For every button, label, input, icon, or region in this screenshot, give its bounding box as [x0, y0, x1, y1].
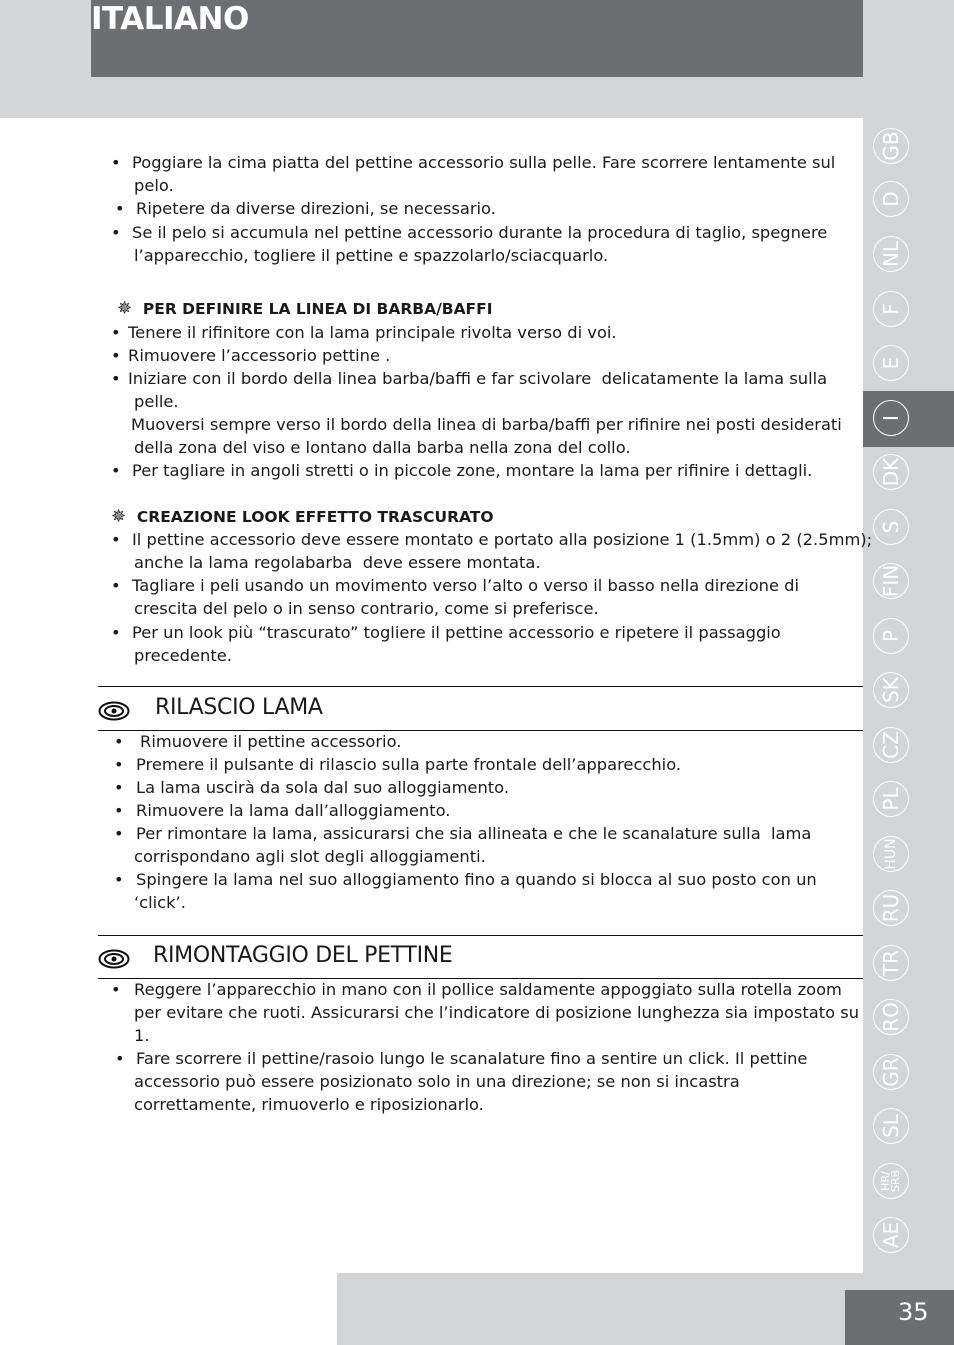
tab-hr-srb[interactable]: HR/ SRB	[873, 1163, 909, 1199]
page-number: 35	[898, 1298, 929, 1326]
tab-sk[interactable]: SK	[873, 672, 909, 708]
language-tabs	[863, 118, 954, 1278]
footer-panel	[0, 1273, 337, 1345]
tab-ae[interactable]: AE	[873, 1217, 909, 1253]
subsection-title-beard-line: ✵ PER DEFINIRE LA LINEA DI BARBA/BAFFI	[117, 298, 493, 319]
tab-hun[interactable]: HUN	[873, 836, 909, 872]
tab-i[interactable]: I	[873, 400, 909, 436]
tab-d[interactable]: D	[873, 181, 909, 217]
section-title-blade-release: RILASCIO LAMA	[155, 695, 323, 720]
tab-pl[interactable]: PL	[873, 781, 909, 817]
tab-gr[interactable]: GR	[873, 1054, 909, 1090]
tab-e[interactable]: E	[873, 345, 909, 381]
sun-icon: ✵	[117, 298, 133, 319]
tab-f[interactable]: F	[873, 291, 909, 327]
sun-icon: ✵	[111, 506, 127, 527]
tab-cz[interactable]: CZ	[873, 727, 909, 763]
section-title-comb-refit: RIMONTAGGIO DEL PETTINE	[153, 943, 453, 968]
eye-icon	[98, 948, 130, 970]
tab-ru[interactable]: RU	[873, 890, 909, 926]
page-title: ITALIANO	[91, 1, 249, 37]
section-divider	[98, 686, 863, 687]
tab-s[interactable]: S	[873, 509, 909, 545]
tab-nl[interactable]: NL	[873, 236, 909, 272]
eye-icon	[98, 700, 130, 722]
tab-tr[interactable]: TR	[873, 945, 909, 981]
subsection-title-stubble: ✵ CREAZIONE LOOK EFFETTO TRASCURATO	[111, 506, 494, 527]
tab-fin[interactable]: FIN	[873, 563, 909, 599]
section-divider	[98, 935, 863, 936]
tab-p[interactable]: P	[873, 618, 909, 654]
tab-gb[interactable]: GB	[873, 128, 909, 164]
tab-sl[interactable]: SL	[873, 1108, 909, 1144]
tab-dk[interactable]: DK	[873, 454, 909, 490]
tab-ro[interactable]: RO	[873, 999, 909, 1035]
